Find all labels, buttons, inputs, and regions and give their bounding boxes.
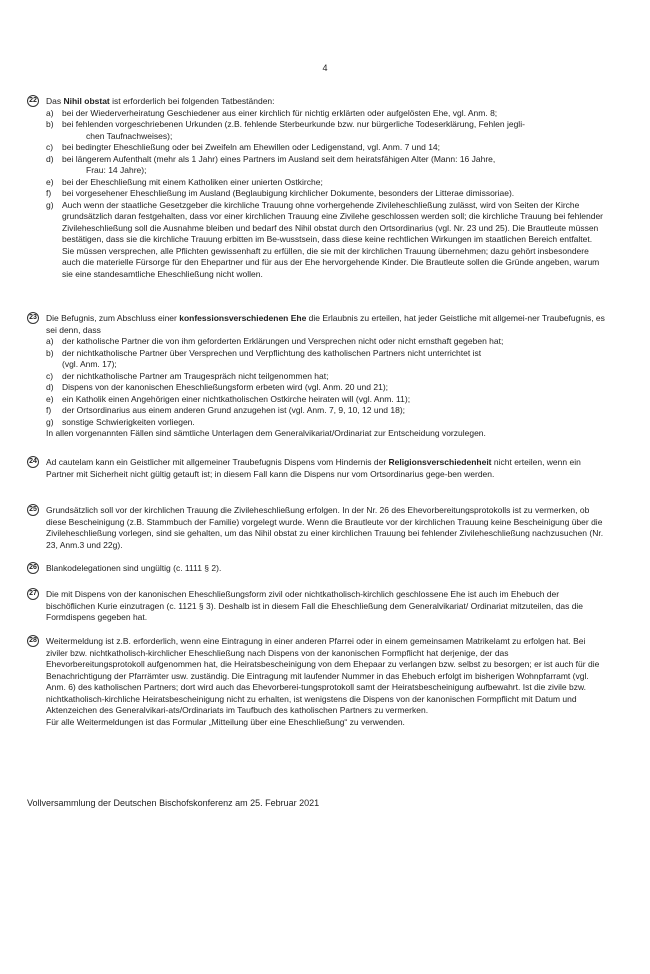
section-text: Die mit Dispens von der kanonischen Eheschließungsform zivil oder nichtkatholisch-kirchlich geschlossene Ehe ist auch im Ehebuch der bischöflichen Kurie einzutragen (c. 1121 § 3). Deshalb ist in diesem Fall die Eheschließung dem Generalvikariat/ Ordinariat mitzuteilen, das die Formdispens gegeben hat. [46,589,584,622]
section-26 [27,563,605,575]
list-item: g) sonstige Schwierigkeiten vorliegen. [46,416,195,427]
section-text: Für alle Weitermeldungen ist das Formular „Mitteilung über eine Eheschließung“ zu verwenden. [46,716,405,727]
section-number-badge: 22 [27,95,39,107]
document-footer: Vollversammlung der Deutschen Bischofskonferenz am 25. Februar 2021 [27,798,320,808]
section-27 [27,589,605,624]
section-number-badge: 25 [27,504,39,516]
section-25 [27,505,605,551]
list-item: a) der katholische Partner die von ihm geforderten Erklärungen und Versprechen nicht oder nicht ernsthaft gegeben hat; [46,336,504,346]
section-text: Grundsätzlich soll vor der kirchlichen Trauung die Zivileheschließung erfolgen. In der Nr. 26 des Ehevorbereitungsprotokolls ist zu vermerken, ob diese Bescheinigung (z.B. Stammbuch der Familie) vorgelegt wurde. Wenn die Brautleute vor der kirchlichen Trauung keine Bescheinigung über die Zivileheschließung vorlegen, sind sie gehalten, um das Nihil obstat zu einer kirchlichen Trauung bei fehlender Zivileheschließung nachzusuchen (Nr. 23, Anm.3 und 22g). [46,505,604,550]
section-number-badge: 27 [27,588,39,600]
page-number: 4 [322,63,328,73]
list-item: b) der nichtkatholische Partner über Versprechen und Verpflichtung des katholischen Partners nicht unterrichtet ist (vgl. Anm. 17); [46,347,482,369]
section-24 [27,457,605,480]
section-intro: Das Nihil obstat ist erforderlich bei folgenden Tatbeständen: [46,96,275,106]
section-28 [27,636,605,728]
list-item: f) bei vorgesehener Eheschließung im Ausland (Beglaubigung kirchlicher Dokumente, besonders der Litterae dimissoriae). [46,188,515,198]
section-number-badge: 23 [27,312,39,324]
section-number-badge: 28 [27,635,39,647]
list-item: g) Auch wenn der staatliche Gesetzgeber die kirchliche Trauung ohne vorhergehende Zivileheschließung zulässt, wird von Seiten der Kirche grundsätzlich daran festgehalten, dass vor einer kirchlichen Trauung eine Zivilehe geschlossen werden soll; die kirchliche Trauung bei fehlender Zivileheschließung soll die Ausnahme bleiben und bedarf des Nihil obstat durch den Ortsordinarius (vgl. Nr. 23 und 25). Die Brautleute müssen bestätigen, dass sie die kirchliche Trauung erbitten im Be-wusstsein, dass diese keine rechtlichen Wirkungen im staatlichen Bereich entfaltet. Sie müssen versprechen, alle Pflichten gewissenhaft zu erfüllen, die sie mit der kirchlichen Trauung übernehmen; dazu gehört insbesondere auch die materielle Fürsorge für den Ehepartner und für aus der Ehe hervorgehende Kinder. Die Brautleute sollen die Gründe angeben, warum sie eine standesamtliche Eheschließung nicht wollen. [46,199,604,279]
list-item: e) bei der Eheschließung mit einem Katholiken einer unierten Ostkirche; [46,176,323,187]
section-22 [27,96,605,280]
section-text: Weitermeldung ist z.B. erforderlich, wenn eine Eintragung in einer anderen Pfarrei oder in einem gemeinsamen Matrikelamt zu erfolgen hat. Bei ziviler bzw. nichtkatholisch-kirchlicher Eheschließung nach Dispens von der kanonischen Formpflicht hat derjenige, der das Ehevorbereitungsprotokoll aufgenommen hat, die Heiratsbescheinigung von dem Ehepaar zu verlangen bzw. selbst zu besorgen; er ist auch für die Benachrichtigung der Pfarrämter usw. zuständig. Die Eintragung mit laufender Nummer in das Ehebuch erfolgt im bisherigen Wohnpfarramt (vgl. Anm. 6) des katholischen Partners; dort wird auch das Ehevorberei-tungsprotokoll samt der Heiratsbescheinigung aufbewahrt. Ist die zivile bzw. nichtkatholisch-kirchliche Heiratsbescheinigung nicht zu erhalten, ist wenigstens die Dispens von der kanonischen Formpflicht mit Datum und Aktenzeichen des Generalvikari-ats/Ordinariats im Taufbuch des katholischen Partners zu vermerken. [46,636,600,715]
list-item: c) der nichtkatholische Partner am Traugespräch nicht teilgenommen hat; [46,370,329,381]
list-item: d) bei längerem Aufenthalt (mehr als 1 Jahr) eines Partners im Ausland seit dem heiratsfähigen Alter (Mann: 16 Jahre, Frau: 14 Jahre); [46,153,496,175]
list-item: e) ein Katholik einen Angehörigen einer nichtkatholischen Ostkirche heiraten will (vgl. Anm. 11); [46,393,411,404]
list-item: f) der Ortsordinarius aus einem anderen Grund anzugehen ist (vgl. Anm. 7, 9, 10, 12 und 18); [46,405,406,415]
list-item: a) bei der Wiederverheiratung Geschiedener aus einer kirchlich für nichtig erklärten oder aufgelösten Ehe, vgl. Anm. 8; [46,107,498,118]
section-text: Ad cautelam kann ein Geistlicher mit allgemeiner Traubefugnis Dispens vom Hindernis der Religionsverschiedenheit nicht erteilen, wenn ein Partner mit Sicherheit nicht gültig getauft ist; in diesem Fall kann die Dispens nur vom Ortsordinarius gege-ben werden. [46,457,581,479]
section-closing: In allen vorgenannten Fällen sind sämtliche Unterlagen dem Generalvikariat/Ordinariat zur Entscheidung vorzulegen. [46,428,486,438]
section-number-badge: 24 [27,456,39,468]
list-item: c) bei bedingter Eheschließung oder bei Zweifeln am Ehewillen oder Ledigenstand, vgl. Anm. 7 und 14; [46,142,441,152]
section-number-badge: 26 [27,562,39,574]
section-intro: Die Befugnis, zum Abschluss einer konfessionsverschiedenen Ehe die Erlaubnis zu erteilen, hat jeder Geistliche mit allgemei-ner Traubefugnis, es sei denn, dass [46,313,605,335]
section-text: Blankodelegationen sind ungültig (c. 1111 § 2). [46,563,222,573]
list-item: d) Dispens von der kanonischen Eheschließungsform erbeten wird (vgl. Anm. 20 und 21); [46,382,389,392]
list-item: b) bei fehlenden vorgeschriebenen Urkunden (z.B. fehlende Sterbeurkunde bzw. nur bürgerliche Todeserklärung, Fehlen jegli- chen Taufnachweises); [46,119,525,141]
section-23 [27,313,605,440]
